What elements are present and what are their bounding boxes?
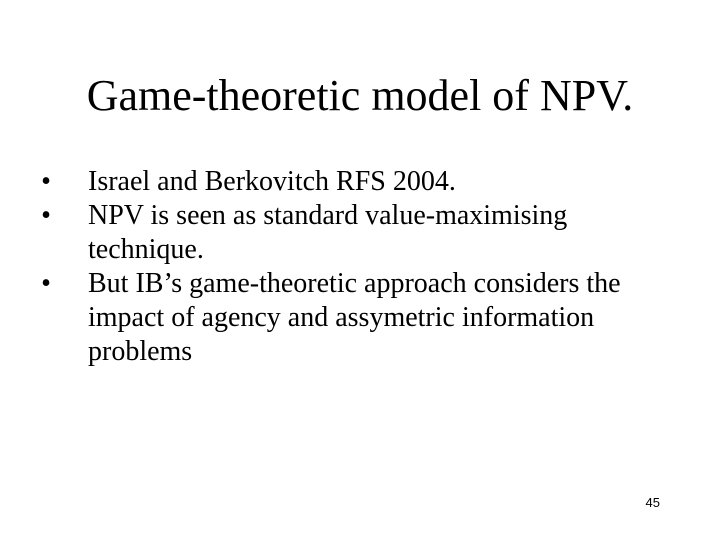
bullet-list: [36, 165, 676, 369]
bullet-item: [36, 267, 676, 369]
bullet-text: Israel and Berkovitch RFS 2004.: [88, 166, 456, 197]
bullet-item: [36, 199, 676, 267]
bullet-text: NPV is seen as standard value-maximising technique.: [88, 200, 568, 265]
bullet-item: [36, 165, 676, 199]
bullet-text: But IB’s game-theoretic approach considers the impact of agency and assymetric information problems: [88, 268, 621, 367]
bullet-icon: •: [41, 268, 51, 299]
bullet-icon: •: [41, 166, 51, 197]
slide-title: Game-theoretic model of NPV.: [86, 71, 634, 120]
bullet-icon: •: [41, 200, 51, 231]
page-number: 45: [645, 495, 660, 510]
